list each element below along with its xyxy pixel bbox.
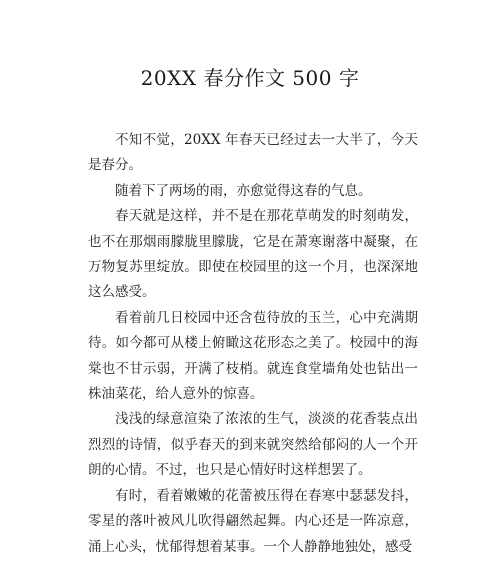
document-body: [88, 128, 418, 560]
paragraph: 随着下了两场的雨，亦愈觉得这春的气息。: [115, 182, 372, 199]
document-title: 20XX 春分作文 500 字: [140, 66, 360, 90]
paragraph: 不知不觉，20XX 年春天已经过去一大半了，今天是春分。: [88, 132, 418, 174]
paragraph: 有时，看着嫩嫩的花蕾被压得在春寒中瑟瑟发抖，零星的落叶被风儿吹得翩然起舞。内心还是一阵凉意，涌上心头，忧郁得想着某事。一个人静静地独处，感受: [88, 487, 418, 555]
paragraph: 春天就是这样，并不是在那花草萌发的时刻萌发，也不在那烟雨朦胧里朦胧，它是在萧寒谢落中凝聚，在万物复苏里绽放。即使在校园里的这一个月，也深深地这么感受。: [88, 208, 418, 301]
paragraph: 浅浅的绿意渲染了浓浓的生气，淡淡的花香装点出烈烈的诗情，似乎春天的到来就突然给郁闷的人一个开朗的心情。不过，也只是心情好时这样想罢了。: [88, 411, 418, 479]
paragraph: 看着前几日校园中还含苞待放的玉兰，心中充满期待。如今都可从楼上俯瞰这花形态之美了。校园中的海棠也不甘示弱，开满了枝梢。就连食堂墙角处也钻出一株油菜花，给人意外的惊喜。: [88, 309, 418, 403]
